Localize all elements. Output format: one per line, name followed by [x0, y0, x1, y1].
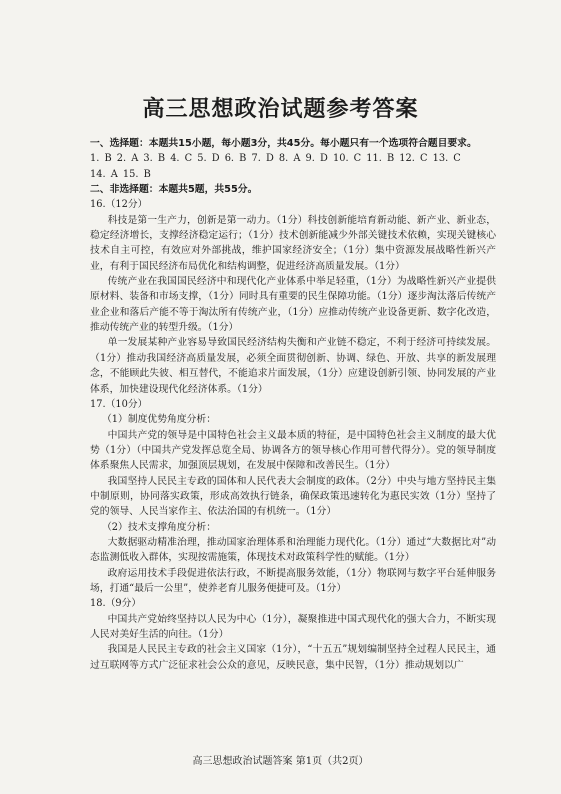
- q17-paragraph-3: 大数据驱动精准治理，推动国家治理体系和治理能力现代化。（1分）通过“大数据比对”动态监测低收入群体，实现按需施策，体现技术对政策科学性的赋能。（1分）: [90, 536, 496, 564]
- q18-paragraph-2: 我国是人民民主专政的社会主义国家（1分），“十五五”规划编制坚持全过程人民民主，通过互联网等方式广泛征求社会公众的意见，反映民意，集中民智，（1分）推动规划以广: [90, 644, 496, 671]
- mcq-answers-line2: 14. A 15. B: [90, 168, 151, 180]
- q16-paragraph-2: 传统产业在我国国民经济中和现代化产业体系中举足轻重，（1分）为战略性新兴产业提供原材料、装备和市场支撑，（1分）同时具有重要的民生保障功能。（1分）逐步淘汰落后传统产业企业和落后产能不等于淘汰所有传统产业，（1分）应推动传统产业设备更新、数字化改造，推动传统产业的转型升级。（1分）: [90, 276, 496, 334]
- section1-heading: 一、选择题：本题共15小题，每小题3分，共45分。每小题只有一个选项符合题目要求。: [90, 138, 477, 149]
- q17-paragraph-1: 中国共产党的领导是中国特色社会主义最本质的特征，是中国特色社会主义制度的最大优势（1分）（中国共产党发挥总览全局、协调各方的领导核心作用可替代得分）。党的领导制度体系聚焦人民需求，加强顶层规划，在发展中保障和改善民生。（1分）: [90, 429, 496, 472]
- q17-paragraph-2: 我国坚持人民民主专政的国体和人民代表大会制度的政体。（2分）中央与地方坚持民主集中制原则，协同落实政策，形成高效执行链条，确保政策迅速转化为惠民实效（1分）坚持了党的领导、人民当家作主、依法治国的有机统一。（1分）: [90, 475, 496, 518]
- mcq-answers-line1: 1. B 2. A 3. B 4. C 5. D 6. B 7. D 8. A 9. D 10. C 11. B 12. C 13. C: [90, 153, 461, 165]
- q16-paragraph-3: 单一发展某种产业容易导致国民经济结构失衡和产业链不稳定，不利于经济可持续发展。（1分）推动我国经济高质量发展，必须全面贯彻创新、协调、绿色、开放、共享的新发展理念，不能顾此失彼、相互替代，不能追求片面发展，（1分）应建设创新引领、协同发展的产业体系，加快建设现代化经济体系。（1分）: [90, 337, 496, 395]
- section2-heading: 二、非选择题：本题共5题，共55分。: [90, 184, 258, 196]
- q18-paragraph-1: 中国共产党始终坚持以人民为中心（1分），凝聚推进中国式现代化的强大合力，不断实现人民对美好生活的向往。（1分）: [90, 613, 496, 640]
- q17-subheading-2: （2）技术支撑角度分析：: [102, 521, 216, 533]
- q16-label: 16.（12分）: [90, 199, 148, 211]
- q17-label: 17.（10分）: [90, 398, 148, 410]
- answer-body: [90, 136, 496, 673]
- q17-paragraph-4: 政府运用技术手段促进依法行政，不断提高服务效能，（1分）物联网与数字平台延伸服务场，打通“最后一公里”，使养老育儿服务便捷可及。（1分）: [90, 567, 496, 594]
- page-title: 高三思想政治试题参考答案: [142, 97, 419, 122]
- q18-label: 18.（9分）: [90, 598, 142, 610]
- q16-paragraph-1: 科技是第一生产力，创新是第一动力。（1分）科技创新能培育新动能、新产业、新业态，稳定经济增长，支撑经济稳定运行；（1分）技术创新能减少外部关键技术依赖，实现关键核心技术自主可控，有效应对外部挑战，维护国家经济安全；（1分）集中资源发展战略性新兴产业，有利于国民经济布局优化和结构调整，促进经济高质量发展。（1分）: [90, 214, 496, 272]
- page-footer: 高三思想政治试题答案 第1页（共2页）: [192, 756, 369, 767]
- q17-subheading-1: （1）制度优势角度分析：: [102, 414, 216, 426]
